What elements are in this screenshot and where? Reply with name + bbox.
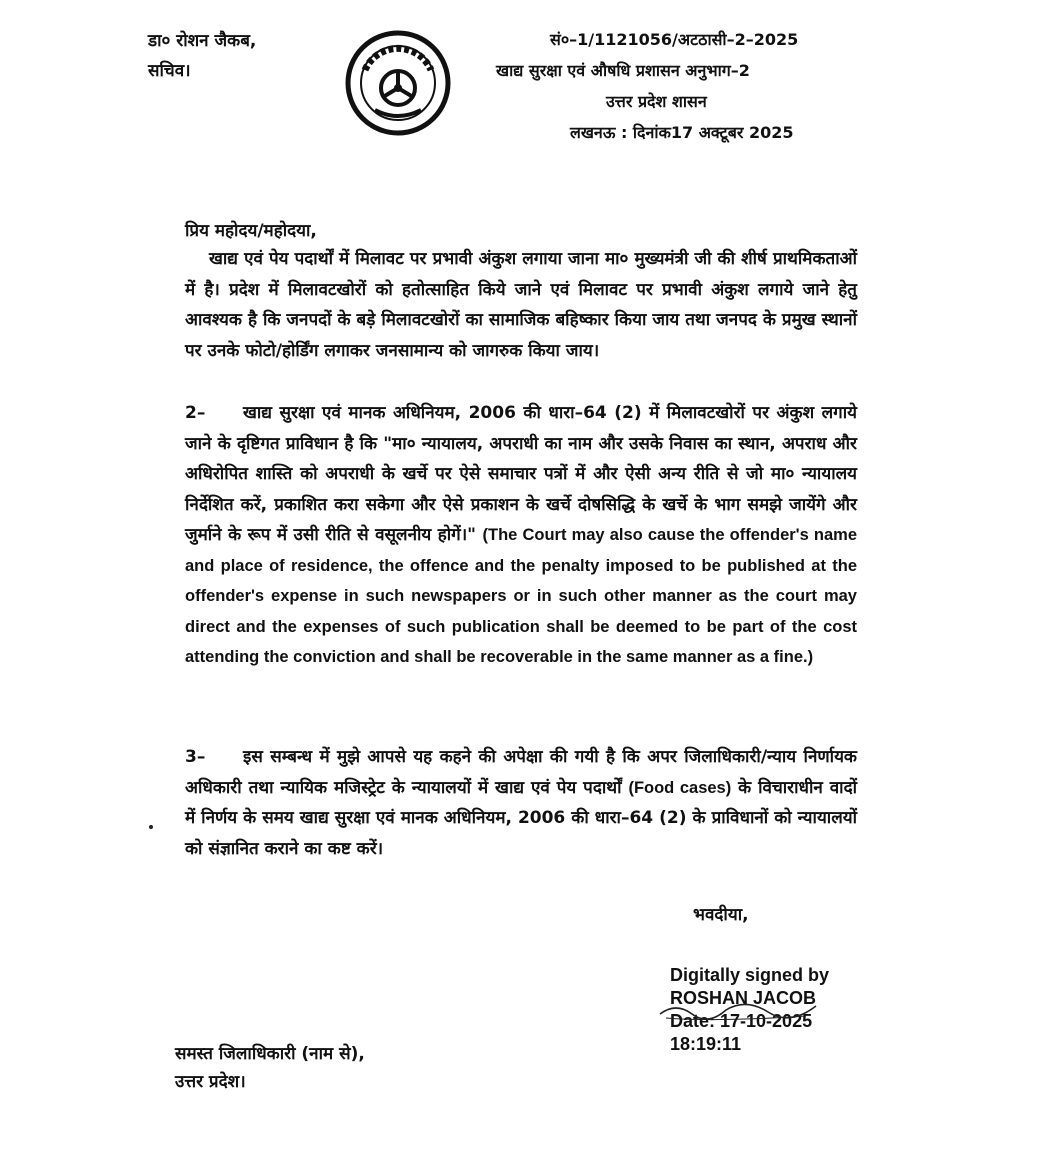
signature-line-2: ROSHAN JACOB xyxy=(670,988,817,1008)
department-name: खाद्य सुरक्षा एवं औषधि प्रशासन अनुभाग–2 xyxy=(496,61,750,80)
signature-line-3: Date: 17-10-2025 xyxy=(670,1011,813,1031)
paragraph-3-english: (Food cases) xyxy=(628,778,732,797)
sender-block xyxy=(148,26,256,86)
reference-number: सं०–1/1121056/अटठासी–2–2025 xyxy=(550,30,799,49)
sender-name: डा० रोशन जैकब, xyxy=(148,31,257,51)
paragraph-2-hindi: खाद्य सुरक्षा एवं मानक अधिनियम, 2006 की धारा–64 (2) में मिलावटखोरों पर अंकुश लगाये जाने के दृष्टिगत प्राविधान है कि "मा० न्यायालय, अपराधी का नाम और उसके निवास का स्थान, अपराध और अधिरोपित शास्ति को अपराधी के खर्चे पर ऐसे समाचार पत्रों में और ऐसी अन्य रीति से जो मा० न्यायालय निर्देशित करें, प्रकाशित करा सकेगा और ऐसे प्रकाशन के खर्चे दोषसिद्धि के खर्चे के भाग समझे जायेंगे और जुर्माने के रूप में उसी रीति से वसूलनीय होगें।" xyxy=(185,403,857,545)
place-date: लखनऊ : दिनांक17 अक्टूबर 2025 xyxy=(570,123,794,142)
recipient-line-1: समस्त जिलाधिकारी (नाम से), xyxy=(175,1044,365,1064)
paragraph-3 xyxy=(185,742,857,864)
closing-line: भवदीया, xyxy=(693,905,749,925)
signature-line-4: 18:19:11 xyxy=(670,1034,742,1054)
uttar-pradesh-govt-seal-icon xyxy=(345,30,451,136)
paragraph-3-text-b: के विचाराधीन वादों में निर्णय के समय खाद्य सुरक्षा एवं मानक अधिनियम, 2006 की धारा–64 (2) के प्राविधानों को न्यायालयों को संज्ञानित कराने का कष्ट करें। xyxy=(185,777,858,859)
paragraph-3-text-a: इस सम्बन्ध में मुझे आपसे यह कहने की अपेक्षा की गयी है कि अपर जिलाधिकारी/न्याय निर्णायक अधिकारी तथा न्यायिक मजिस्ट्रेट के न्यायालयों में खाद्य एवं पेय पदार्थों xyxy=(185,747,857,798)
digital-signature xyxy=(670,964,829,1056)
signature-line-1: Digitally signed by xyxy=(670,965,830,985)
stray-dot xyxy=(149,825,153,829)
paragraph-2-english: (The Court may also cause the offender's name and place of residence, the offence and the penalty imposed to be published at the offender's expense in such newspapers or in such other manner as the court may direct and the expenses of such publication shall be deemed to be part of the cost attending the conviction and shall be recoverable in the same manner as a fine.) xyxy=(185,526,857,666)
recipient-block xyxy=(175,1040,365,1096)
paragraph-1 xyxy=(185,244,857,366)
paragraph-2-number: 2– xyxy=(185,403,206,423)
paragraph-2 xyxy=(185,398,857,673)
sender-designation: सचिव। xyxy=(148,61,191,81)
paragraph-3-number: 3– xyxy=(185,747,206,767)
state-government: उत्तर प्रदेश शासन xyxy=(606,92,707,111)
salutation: प्रिय महोदय/महोदया, xyxy=(185,221,317,241)
paragraph-1-text: खाद्य एवं पेय पदार्थों में मिलावट पर प्रभावी अंकुश लगाया जाना मा० मुख्यमंत्री जी की शीर्ष प्राथमिकताओं में है। प्रदेश में मिलावटखोरों को हतोत्साहित किये जाने एवं मिलावट पर प्रभावी अंकुश लगाये जाने हेतु आवश्यक है कि जनपदों के बड़े मिलावटखोरों का सामाजिक बहिष्कार किया जाय तथा जनपद के प्रमुख स्थानों पर उनके फोटो/होर्डिंग लगाकर जनसामान्य को जागरुक किया जाय। xyxy=(185,249,857,361)
recipient-line-2: उत्तर प्रदेश। xyxy=(175,1072,246,1092)
